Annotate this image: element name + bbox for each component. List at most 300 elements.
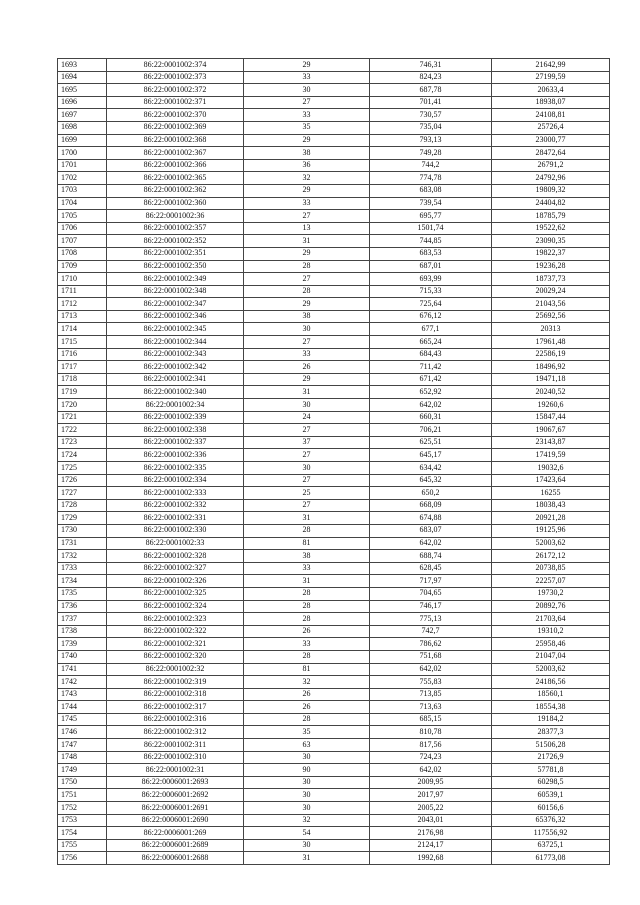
- rate-cell: 749,28: [370, 147, 492, 160]
- row-number-cell: 1728: [58, 499, 107, 512]
- rate-cell: 711,42: [370, 361, 492, 374]
- amount-cell: 15847,44: [492, 411, 610, 424]
- amount-cell: 117556,92: [492, 827, 610, 840]
- rate-cell: 725,64: [370, 298, 492, 311]
- row-number-cell: 1746: [58, 726, 107, 739]
- cadastral-number-cell: 86:22:0006001:2689: [107, 839, 244, 852]
- row-number-cell: 1738: [58, 625, 107, 638]
- rate-cell: 683,08: [370, 184, 492, 197]
- row-number-cell: 1706: [58, 222, 107, 235]
- table-row: [58, 814, 610, 827]
- rate-cell: 739,54: [370, 197, 492, 210]
- cadastral-number-cell: 86:22:0001002:369: [107, 121, 244, 134]
- row-number-cell: 1736: [58, 600, 107, 613]
- row-number-cell: 1696: [58, 96, 107, 109]
- count-cell: 30: [244, 839, 370, 852]
- count-cell: 30: [244, 399, 370, 412]
- cadastral-number-cell: 86:22:0006001:2691: [107, 802, 244, 815]
- amount-cell: 20892,76: [492, 600, 610, 613]
- row-number-cell: 1726: [58, 474, 107, 487]
- rate-cell: 687,01: [370, 260, 492, 273]
- amount-cell: 19032,6: [492, 462, 610, 475]
- cadastral-number-cell: 86:22:0001002:365: [107, 172, 244, 185]
- table-row: [58, 474, 610, 487]
- count-cell: 25: [244, 487, 370, 500]
- amount-cell: 18737,73: [492, 273, 610, 286]
- amount-cell: 23143,87: [492, 436, 610, 449]
- cadastral-number-cell: 86:22:0001002:310: [107, 751, 244, 764]
- rate-cell: 2005,22: [370, 802, 492, 815]
- rate-cell: 701,41: [370, 96, 492, 109]
- row-number-cell: 1721: [58, 411, 107, 424]
- amount-cell: 24108,81: [492, 109, 610, 122]
- row-number-cell: 1756: [58, 852, 107, 865]
- amount-cell: 25958,46: [492, 638, 610, 651]
- count-cell: 30: [244, 789, 370, 802]
- table-row: [58, 789, 610, 802]
- count-cell: 27: [244, 474, 370, 487]
- cadastral-number-cell: 86:22:0001002:342: [107, 361, 244, 374]
- amount-cell: 60539,1: [492, 789, 610, 802]
- rate-cell: 688,74: [370, 550, 492, 563]
- row-number-cell: 1740: [58, 650, 107, 663]
- row-number-cell: 1734: [58, 575, 107, 588]
- amount-cell: 20313: [492, 323, 610, 336]
- row-number-cell: 1754: [58, 827, 107, 840]
- rate-cell: 642,02: [370, 399, 492, 412]
- cadastral-number-cell: 86:22:0006001:2688: [107, 852, 244, 865]
- cadastral-number-cell: 86:22:0001002:318: [107, 688, 244, 701]
- cadastral-number-cell: 86:22:0001002:335: [107, 462, 244, 475]
- count-cell: 33: [244, 109, 370, 122]
- count-cell: 13: [244, 222, 370, 235]
- table-row: [58, 361, 610, 374]
- row-number-cell: 1745: [58, 713, 107, 726]
- cadastral-number-cell: 86:22:0001002:336: [107, 449, 244, 462]
- rate-cell: 683,53: [370, 247, 492, 260]
- count-cell: 29: [244, 373, 370, 386]
- row-number-cell: 1731: [58, 537, 107, 550]
- table-row: [58, 411, 610, 424]
- table-row: [58, 373, 610, 386]
- rate-cell: 810,78: [370, 726, 492, 739]
- count-cell: 28: [244, 260, 370, 273]
- table-row: [58, 273, 610, 286]
- cadastral-number-cell: 86:22:0001002:33: [107, 537, 244, 550]
- rate-cell: 706,21: [370, 424, 492, 437]
- rate-cell: 684,43: [370, 348, 492, 361]
- cadastral-number-cell: 86:22:0001002:371: [107, 96, 244, 109]
- cadastral-number-cell: 86:22:0001002:362: [107, 184, 244, 197]
- amount-cell: 19184,2: [492, 713, 610, 726]
- amount-cell: 18560,1: [492, 688, 610, 701]
- row-number-cell: 1708: [58, 247, 107, 260]
- rate-cell: 687,78: [370, 84, 492, 97]
- count-cell: 27: [244, 336, 370, 349]
- count-cell: 32: [244, 172, 370, 185]
- rate-cell: 642,02: [370, 663, 492, 676]
- count-cell: 28: [244, 713, 370, 726]
- rate-cell: 652,92: [370, 386, 492, 399]
- amount-cell: 21047,04: [492, 650, 610, 663]
- amount-cell: 23000,77: [492, 134, 610, 147]
- cadastral-number-cell: 86:22:0006001:2693: [107, 776, 244, 789]
- amount-cell: 27199,59: [492, 71, 610, 84]
- table-row: [58, 424, 610, 437]
- table-row: [58, 449, 610, 462]
- count-cell: 27: [244, 210, 370, 223]
- table-row: [58, 739, 610, 752]
- amount-cell: 19236,28: [492, 260, 610, 273]
- rate-cell: 668,09: [370, 499, 492, 512]
- row-number-cell: 1704: [58, 197, 107, 210]
- row-number-cell: 1755: [58, 839, 107, 852]
- rate-cell: 2176,98: [370, 827, 492, 840]
- amount-cell: 24792,96: [492, 172, 610, 185]
- cadastral-number-cell: 86:22:0001002:331: [107, 512, 244, 525]
- table-row: [58, 147, 610, 160]
- amount-cell: 28377,3: [492, 726, 610, 739]
- amount-cell: 19260,6: [492, 399, 610, 412]
- table-row: [58, 852, 610, 865]
- cadastral-number-cell: 86:22:0001002:332: [107, 499, 244, 512]
- table-row: [58, 701, 610, 714]
- row-number-cell: 1723: [58, 436, 107, 449]
- rate-cell: 2017,97: [370, 789, 492, 802]
- cadastral-number-cell: 86:22:0001002:357: [107, 222, 244, 235]
- amount-cell: 21642,99: [492, 59, 610, 72]
- cadastral-number-cell: 86:22:0001002:373: [107, 71, 244, 84]
- cadastral-number-cell: 86:22:0001002:345: [107, 323, 244, 336]
- rate-cell: 713,63: [370, 701, 492, 714]
- count-cell: 54: [244, 827, 370, 840]
- cadastral-number-cell: 86:22:0001002:321: [107, 638, 244, 651]
- amount-cell: 21043,56: [492, 298, 610, 311]
- rate-cell: 665,24: [370, 336, 492, 349]
- cadastral-number-cell: 86:22:0001002:372: [107, 84, 244, 97]
- amount-cell: 19310,2: [492, 625, 610, 638]
- rate-cell: 730,57: [370, 109, 492, 122]
- rate-cell: 746,17: [370, 600, 492, 613]
- table-row: [58, 84, 610, 97]
- row-number-cell: 1713: [58, 310, 107, 323]
- rate-cell: 713,85: [370, 688, 492, 701]
- cadastral-number-cell: 86:22:0006001:2690: [107, 814, 244, 827]
- table-row: [58, 210, 610, 223]
- cadastral-number-cell: 86:22:0001002:324: [107, 600, 244, 613]
- row-number-cell: 1743: [58, 688, 107, 701]
- amount-cell: 19730,2: [492, 587, 610, 600]
- count-cell: 30: [244, 323, 370, 336]
- row-number-cell: 1722: [58, 424, 107, 437]
- count-cell: 31: [244, 512, 370, 525]
- amount-cell: 26791,2: [492, 159, 610, 172]
- amount-cell: 20029,24: [492, 285, 610, 298]
- row-number-cell: 1701: [58, 159, 107, 172]
- table-row: [58, 235, 610, 248]
- amount-cell: 18496,92: [492, 361, 610, 374]
- row-number-cell: 1700: [58, 147, 107, 160]
- cadastral-number-cell: 86:22:0001002:349: [107, 273, 244, 286]
- count-cell: 37: [244, 436, 370, 449]
- count-cell: 28: [244, 524, 370, 537]
- cadastral-number-cell: 86:22:0001002:326: [107, 575, 244, 588]
- table-row: [58, 726, 610, 739]
- table-row: [58, 802, 610, 815]
- table-row: [58, 613, 610, 626]
- amount-cell: 16255: [492, 487, 610, 500]
- rate-cell: 683,07: [370, 524, 492, 537]
- cadastral-number-cell: 86:22:0001002:339: [107, 411, 244, 424]
- row-number-cell: 1724: [58, 449, 107, 462]
- amount-cell: 57781,8: [492, 764, 610, 777]
- cadastral-number-cell: 86:22:0006001:269: [107, 827, 244, 840]
- amount-cell: 19125,96: [492, 524, 610, 537]
- row-number-cell: 1709: [58, 260, 107, 273]
- table-row: [58, 172, 610, 185]
- count-cell: 30: [244, 776, 370, 789]
- rate-cell: 775,13: [370, 613, 492, 626]
- amount-cell: 25692,56: [492, 310, 610, 323]
- rate-cell: 660,31: [370, 411, 492, 424]
- cadastral-number-cell: 86:22:0001002:370: [107, 109, 244, 122]
- row-number-cell: 1699: [58, 134, 107, 147]
- count-cell: 28: [244, 587, 370, 600]
- count-cell: 33: [244, 71, 370, 84]
- row-number-cell: 1707: [58, 235, 107, 248]
- amount-cell: 60156,6: [492, 802, 610, 815]
- rate-cell: 755,83: [370, 676, 492, 689]
- count-cell: 32: [244, 676, 370, 689]
- row-number-cell: 1729: [58, 512, 107, 525]
- table-row: [58, 587, 610, 600]
- count-cell: 27: [244, 449, 370, 462]
- table-row: [58, 776, 610, 789]
- table-row: [58, 663, 610, 676]
- count-cell: 29: [244, 247, 370, 260]
- table-row: [58, 436, 610, 449]
- table-row: [58, 386, 610, 399]
- amount-cell: 17423,64: [492, 474, 610, 487]
- rate-cell: 724,23: [370, 751, 492, 764]
- count-cell: 32: [244, 814, 370, 827]
- table-row: [58, 499, 610, 512]
- row-number-cell: 1720: [58, 399, 107, 412]
- amount-cell: 22586,19: [492, 348, 610, 361]
- rate-cell: 744,2: [370, 159, 492, 172]
- count-cell: 27: [244, 424, 370, 437]
- count-cell: 31: [244, 386, 370, 399]
- rate-cell: 735,04: [370, 121, 492, 134]
- table-row: [58, 713, 610, 726]
- amount-cell: 20240,52: [492, 386, 610, 399]
- row-number-cell: 1725: [58, 462, 107, 475]
- rate-cell: 744,85: [370, 235, 492, 248]
- amount-cell: 24186,56: [492, 676, 610, 689]
- row-number-cell: 1697: [58, 109, 107, 122]
- count-cell: 30: [244, 462, 370, 475]
- cadastral-number-cell: 86:22:0006001:2692: [107, 789, 244, 802]
- count-cell: 81: [244, 537, 370, 550]
- row-number-cell: 1702: [58, 172, 107, 185]
- amount-cell: 52003,62: [492, 663, 610, 676]
- amount-cell: 20921,28: [492, 512, 610, 525]
- rate-cell: 645,17: [370, 449, 492, 462]
- cadastral-number-cell: 86:22:0001002:322: [107, 625, 244, 638]
- count-cell: 26: [244, 688, 370, 701]
- amount-cell: 28472,64: [492, 147, 610, 160]
- rate-cell: 751,68: [370, 650, 492, 663]
- amount-cell: 20633,4: [492, 84, 610, 97]
- amount-cell: 26172,12: [492, 550, 610, 563]
- cadastral-number-cell: 86:22:0001002:374: [107, 59, 244, 72]
- cadastral-number-cell: 86:22:0001002:311: [107, 739, 244, 752]
- count-cell: 30: [244, 751, 370, 764]
- cadastral-number-cell: 86:22:0001002:350: [107, 260, 244, 273]
- table-row: [58, 260, 610, 273]
- row-number-cell: 1719: [58, 386, 107, 399]
- rate-cell: 817,56: [370, 739, 492, 752]
- cadastral-number-cell: 86:22:0001002:340: [107, 386, 244, 399]
- cadastral-number-cell: 86:22:0001002:348: [107, 285, 244, 298]
- count-cell: 28: [244, 650, 370, 663]
- count-cell: 29: [244, 134, 370, 147]
- cadastral-number-cell: 86:22:0001002:346: [107, 310, 244, 323]
- rate-cell: 650,2: [370, 487, 492, 500]
- cadastral-number-cell: 86:22:0001002:338: [107, 424, 244, 437]
- cadastral-number-cell: 86:22:0001002:325: [107, 587, 244, 600]
- row-number-cell: 1735: [58, 587, 107, 600]
- row-number-cell: 1695: [58, 84, 107, 97]
- count-cell: 29: [244, 59, 370, 72]
- row-number-cell: 1744: [58, 701, 107, 714]
- cadastral-number-cell: 86:22:0001002:316: [107, 713, 244, 726]
- amount-cell: 51506,28: [492, 739, 610, 752]
- rate-cell: 1501,74: [370, 222, 492, 235]
- rate-cell: 642,02: [370, 764, 492, 777]
- table-row: [58, 121, 610, 134]
- row-number-cell: 1711: [58, 285, 107, 298]
- amount-cell: 18038,43: [492, 499, 610, 512]
- amount-cell: 20738,85: [492, 562, 610, 575]
- count-cell: 31: [244, 575, 370, 588]
- table-row: [58, 247, 610, 260]
- cadastral-number-cell: 86:22:0001002:351: [107, 247, 244, 260]
- cadastral-number-cell: 86:22:0001002:333: [107, 487, 244, 500]
- table-row: [58, 751, 610, 764]
- amount-cell: 52003,62: [492, 537, 610, 550]
- amount-cell: 17419,59: [492, 449, 610, 462]
- amount-cell: 24404,82: [492, 197, 610, 210]
- table-row: [58, 96, 610, 109]
- table-row: [58, 562, 610, 575]
- amount-cell: 63725,1: [492, 839, 610, 852]
- count-cell: 81: [244, 663, 370, 676]
- table-row: [58, 399, 610, 412]
- row-number-cell: 1753: [58, 814, 107, 827]
- amount-cell: 23090,35: [492, 235, 610, 248]
- count-cell: 33: [244, 562, 370, 575]
- rate-cell: 793,13: [370, 134, 492, 147]
- row-number-cell: 1698: [58, 121, 107, 134]
- count-cell: 26: [244, 701, 370, 714]
- table-row: [58, 600, 610, 613]
- table-row: [58, 638, 610, 651]
- table-row: [58, 348, 610, 361]
- table-row: [58, 336, 610, 349]
- table-row: [58, 839, 610, 852]
- amount-cell: 19809,32: [492, 184, 610, 197]
- count-cell: 38: [244, 147, 370, 160]
- rate-cell: 634,42: [370, 462, 492, 475]
- table-row: [58, 71, 610, 84]
- cadastral-number-cell: 86:22:0001002:317: [107, 701, 244, 714]
- row-number-cell: 1727: [58, 487, 107, 500]
- amount-cell: 60298,5: [492, 776, 610, 789]
- table-row: [58, 323, 610, 336]
- count-cell: 31: [244, 852, 370, 865]
- rate-cell: 746,31: [370, 59, 492, 72]
- count-cell: 30: [244, 802, 370, 815]
- row-number-cell: 1733: [58, 562, 107, 575]
- row-number-cell: 1715: [58, 336, 107, 349]
- row-number-cell: 1737: [58, 613, 107, 626]
- table-row: [58, 59, 610, 72]
- count-cell: 27: [244, 273, 370, 286]
- amount-cell: 19067,67: [492, 424, 610, 437]
- count-cell: 35: [244, 121, 370, 134]
- cadastral-number-cell: 86:22:0001002:34: [107, 399, 244, 412]
- cadastral-number-cell: 86:22:0001002:319: [107, 676, 244, 689]
- count-cell: 31: [244, 235, 370, 248]
- count-cell: 63: [244, 739, 370, 752]
- row-number-cell: 1750: [58, 776, 107, 789]
- table-row: [58, 688, 610, 701]
- row-number-cell: 1717: [58, 361, 107, 374]
- table-row: [58, 109, 610, 122]
- rate-cell: 2009,95: [370, 776, 492, 789]
- rate-cell: 695,77: [370, 210, 492, 223]
- count-cell: 38: [244, 550, 370, 563]
- cadastral-number-cell: 86:22:0001002:366: [107, 159, 244, 172]
- rate-cell: 2124,17: [370, 839, 492, 852]
- count-cell: 35: [244, 726, 370, 739]
- count-cell: 30: [244, 84, 370, 97]
- amount-cell: 65376,32: [492, 814, 610, 827]
- amount-cell: 19822,37: [492, 247, 610, 260]
- cadastral-number-cell: 86:22:0001002:334: [107, 474, 244, 487]
- amount-cell: 19471,18: [492, 373, 610, 386]
- rate-cell: 642,02: [370, 537, 492, 550]
- table-row: [58, 537, 610, 550]
- cadastral-number-cell: 86:22:0001002:327: [107, 562, 244, 575]
- row-number-cell: 1712: [58, 298, 107, 311]
- table-row: [58, 764, 610, 777]
- cadastral-number-cell: 86:22:0001002:320: [107, 650, 244, 663]
- table-row: [58, 298, 610, 311]
- rate-cell: 2043,01: [370, 814, 492, 827]
- table-row: [58, 487, 610, 500]
- rate-cell: 671,42: [370, 373, 492, 386]
- cadastral-number-cell: 86:22:0001002:341: [107, 373, 244, 386]
- count-cell: 33: [244, 348, 370, 361]
- cadastral-number-cell: 86:22:0001002:344: [107, 336, 244, 349]
- count-cell: 36: [244, 159, 370, 172]
- table-body: [58, 59, 610, 865]
- count-cell: 33: [244, 638, 370, 651]
- table-row: [58, 159, 610, 172]
- cadastral-number-cell: 86:22:0001002:32: [107, 663, 244, 676]
